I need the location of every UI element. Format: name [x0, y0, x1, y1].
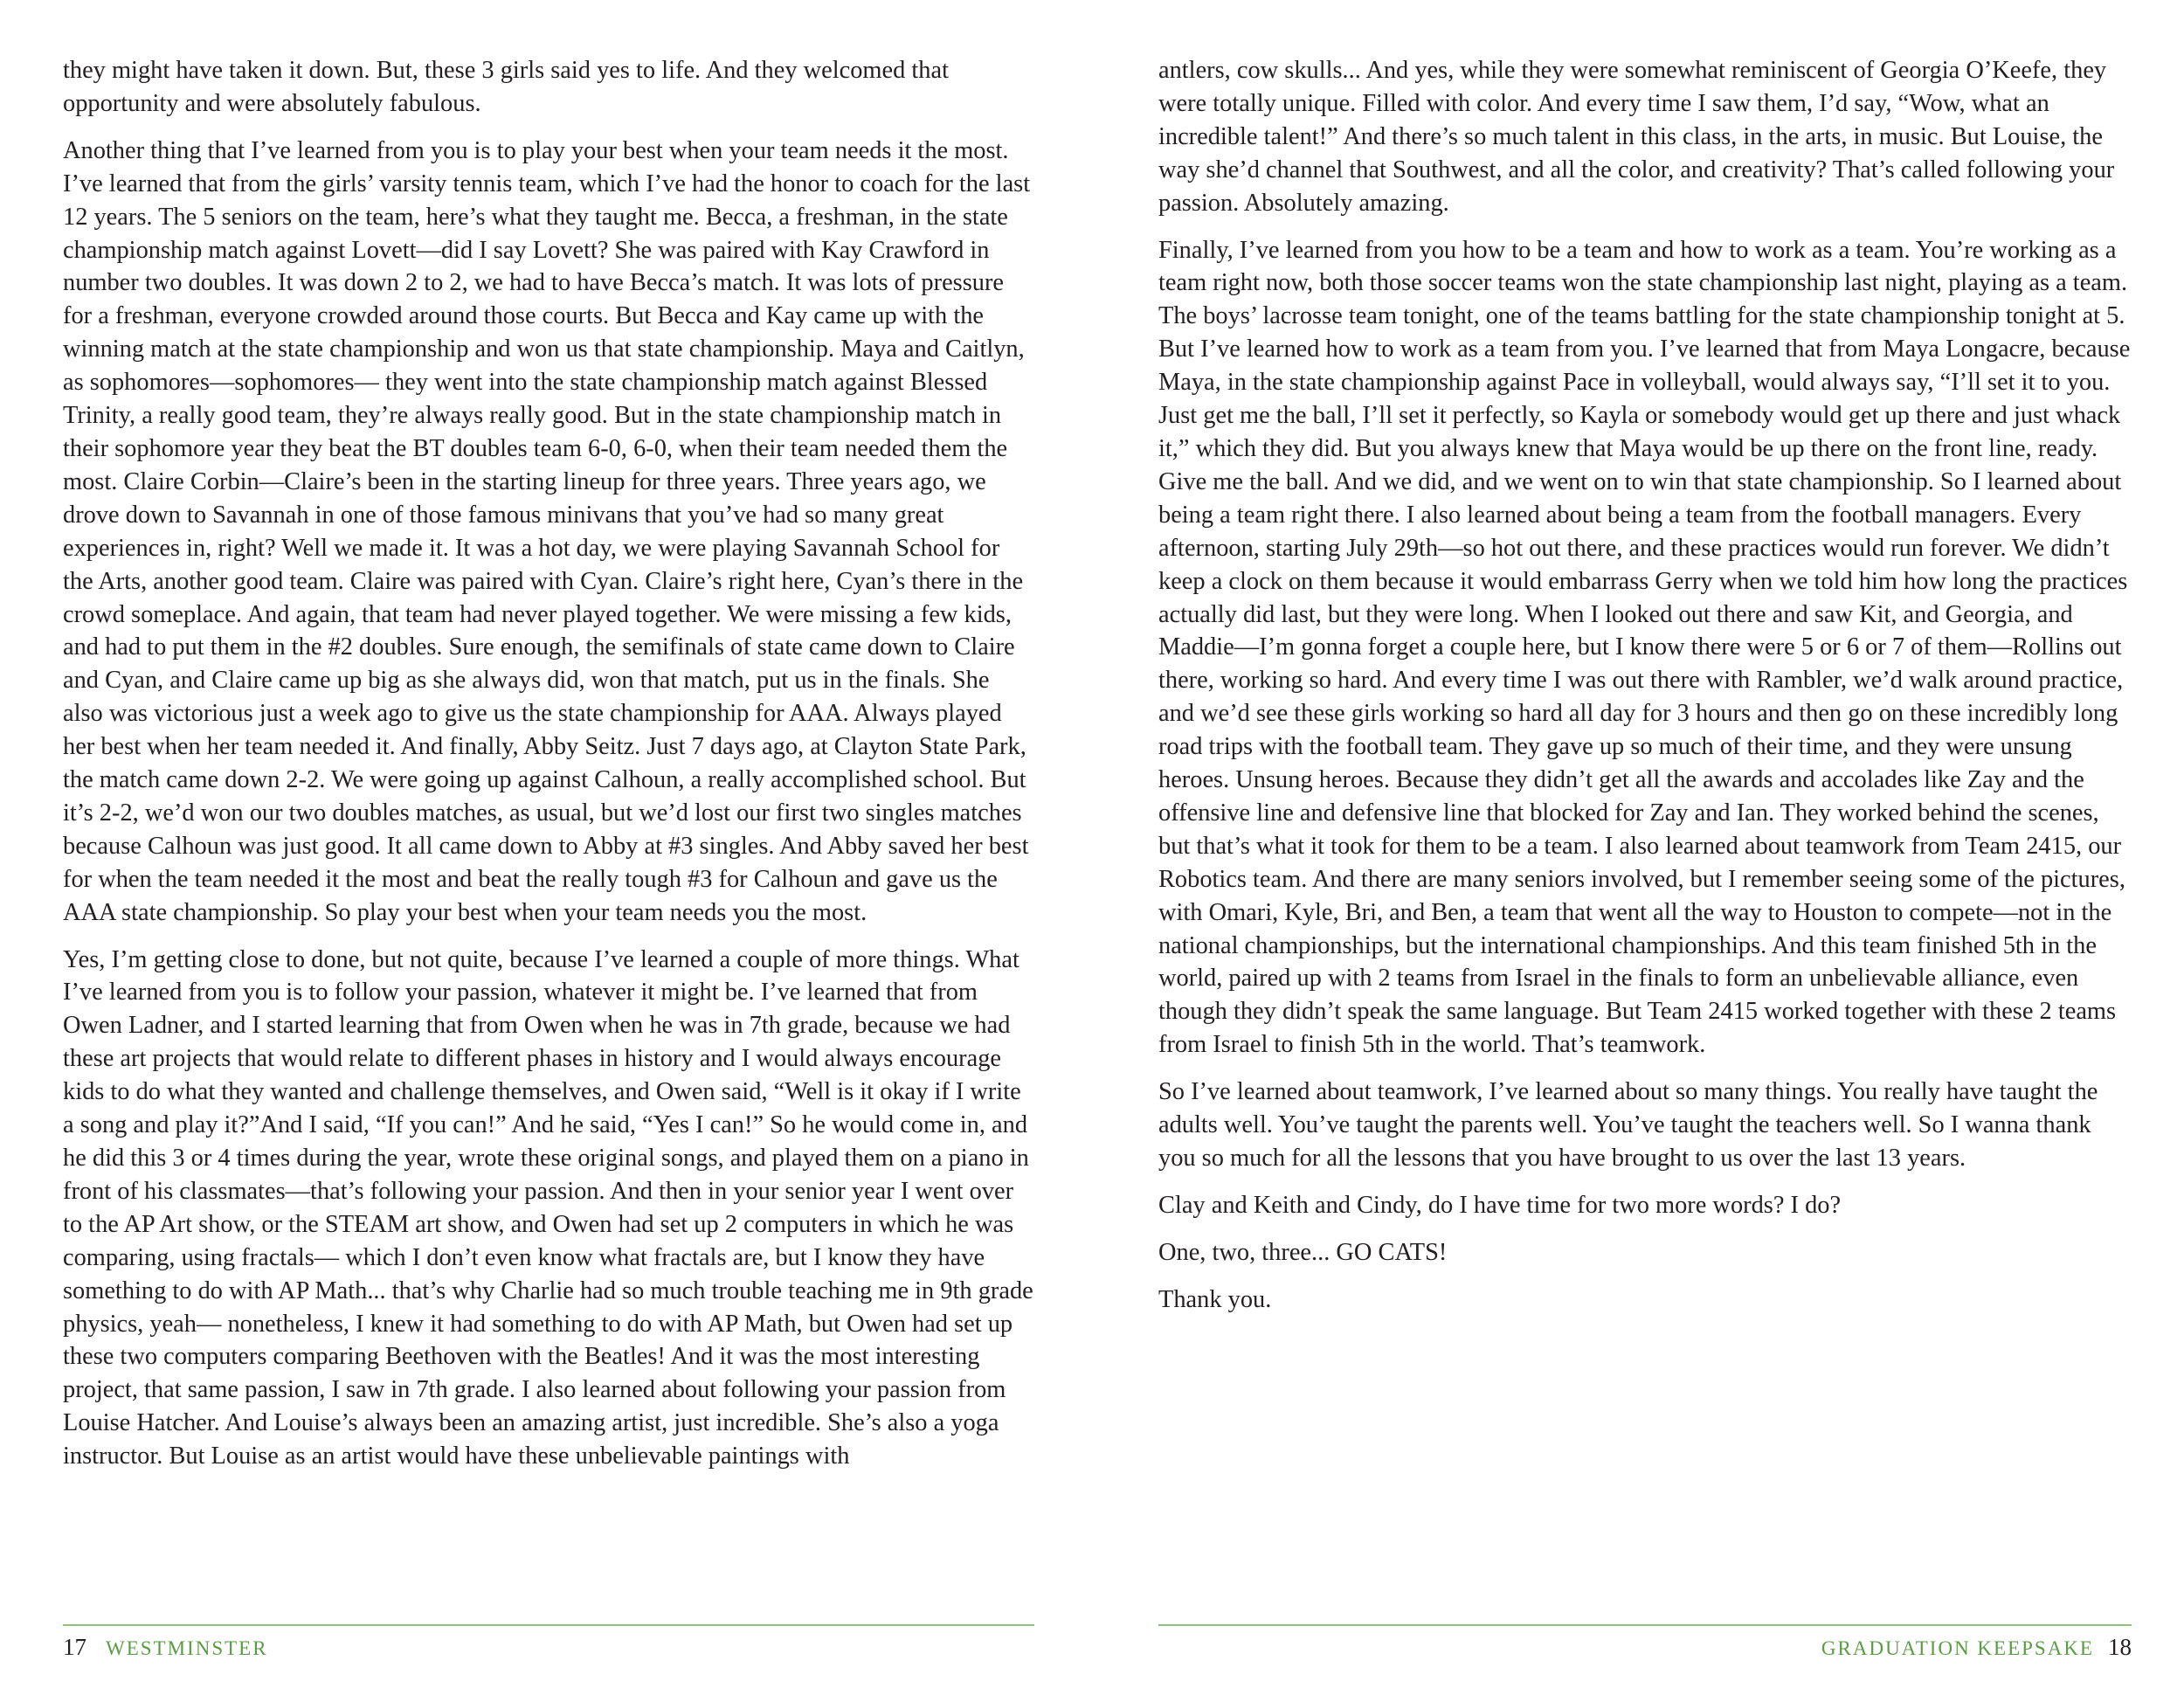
footer-divider-left — [63, 1624, 1034, 1626]
right-page-body — [1158, 54, 2132, 1331]
footer-right — [1821, 1631, 2132, 1664]
paragraph: they might have taken it down. But, these 3 girls said yes to life. And they welcomed that opportunity and were absolutely fabulous. — [63, 57, 949, 117]
footer-left — [63, 1631, 268, 1664]
page-number: 17 — [63, 1634, 86, 1660]
paragraph: Thank you. — [1158, 1285, 1272, 1313]
paragraph: Clay and Keith and Cindy, do I have time for two more words? I do? — [1158, 1191, 1842, 1219]
publication-name: WESTMINSTER — [106, 1637, 268, 1659]
paragraph: One, two, three... GO CATS! — [1158, 1238, 1448, 1266]
left-page-body — [63, 54, 1034, 1487]
page-number: 18 — [2108, 1634, 2132, 1660]
paragraph: Finally, I’ve learned from you how to be a team and how to work as a team. You’re working as a team right now, both those soccer teams won the state championship last night, playing as a team. The boys’ lacrosse team tonight, one of the teams battling for the state championship tonight at 5. But I’ve learned how to work as a team from you. I’ve learned that from Maya Longacre, because Maya, in the state championship against Pace in volleyball, would always say, “I’ll set it to you. Just get me the ball, I’ll set it perfectly, so Kayla or somebody would get up there and just whack it,” which they did. But you always knew that Maya would be up there on the front line, ready. Give me the ball. And we did, and we went on to win that state championship. So I learned about being a team right there. I also learned about being a team from the football managers. Every afternoon, starting July 29th—so hot out there, and these practices would run forever. We didn’t keep a clock on them because it would embarrass Gerry when we told him how long the practices actually did last, but they were long. When I looked out there and saw Kit, and Georgia, and Maddie—I’m gonna forget a couple here, but I know there were 5 or 6 or 7 of them—Rollins out there, working so hard. And every time I was out there with Rambler, we’d walk around practice, and we’d see these girls working so hard all day for 3 hours and then go on these incredibly long road trips with the football team. They gave up so much of their time, and they were unsung heroes. Unsung heroes. Because they didn’t get all the awards and accolades like Zay and the offensive line and defensive line that blocked for Zay and Ian. They worked behind the scenes, but that’s what it took for them to be a team. I also learned about teamwork from Team 2415, our Robotics team. And there are many seniors involved, but I remember seeing some of the pictures, with Omari, Kyle, Bri, and Ben, a team that went all the way to Houston to compete—not in the national championships, but the international championships. And this team finished 5th in the world, paired up with 2 teams from Israel in the finals to form an unbelievable alliance, even though they didn’t speak the same language. But Team 2415 worked together with these 2 teams from Israel to finish 5th in the world. That’s teamwork. — [1158, 236, 2131, 1059]
paragraph: Another thing that I’ve learned from you is to play your best when your team needs it the most. I’ve learned that from the girls’ varsity tennis team, which I’ve had the honor to coach for the last 12 years. The 5 seniors on the team, here’s what they taught me. Becca, a freshman, in the state championship match against Lovett—did I say Lovett? She was paired with Kay Crawford in number two doubles. It was down 2 to 2, we had to have Becca’s match. It was lots of pressure for a freshman, everyone crowded around those courts. But Becca and Kay came up with the winning match at the state championship and won us that state championship. Maya and Caitlyn, as sophomores—sophomores— they went into the state championship match against Blessed Trinity, a really good team, they’re always really good. But in the state championship match in their sophomore year they beat the BT doubles team 6-0, 6-0, when their team needed them the most. Claire Corbin—Claire’s been in the starting lineup for three years. Three years ago, we drove down to Savannah in one of those famous minivans that you’ve had so many great experiences in, right? Well we made it. It was a hot day, we were playing Savannah School for the Arts, another good team. Claire was paired with Cyan. Claire’s right here, Cyan’s there in the crowd someplace. And again, that team had never played together. We were missing a few kids, and had to put them in the #2 doubles. Sure enough, the semifinals of state came down to Claire and Cyan, and Claire came up big as she always did, won that match, put us in the finals. She also was victorious just a week ago to give us the state championship for AAA. Always played her best when her team needed it. And finally, Abby Seitz. Just 7 days ago, at Clayton State Park, the match came down 2-2. We were going up against Calhoun, a really accomplished school. But it’s 2-2, we’d won our two doubles matches, as usual, but we’d lost our first two singles matches because Calhoun was just good. It all came down to Abby at #3 singles. And Abby saved her best for when the team needed it the most and beat the really tough #3 for Calhoun and gave us the AAA state championship. So play your best when your team needs you the most. — [63, 136, 1031, 926]
paragraph: antlers, cow skulls... And yes, while they were somewhat reminiscent of Georgia O’Keefe, they were totally unique. Filled with color. And every time I saw them, I’d say, “Wow, what an incredible talent!” And there’s so much talent in this class, in the arts, in music. But Louise, the way she’d channel that Southwest, and all the color, and creativity? That’s called following your passion. Absolutely amazing. — [1158, 57, 2115, 217]
footer-divider-right — [1158, 1624, 2132, 1626]
publication-name: GRADUATION KEEPSAKE — [1821, 1637, 2094, 1659]
paragraph: Yes, I’m getting close to done, but not quite, because I’ve learned a couple of more things. What I’ve learned from you is to follow your passion, whatever it might be. I’ve learned that from Owen Ladner, and I started learning that from Owen when he was in 7th grade, because we had these art projects that would relate to different phases in history and I would always encourage kids to do what they wanted and challenge themselves, and Owen said, “Well is it okay if I write a song and play it?”And I said, “If you can!” And he said, “Yes I can!” So he would come in, and he did this 3 or 4 times during the year, wrote these original songs, and played them on a piano in front of his classmates—that’s following your passion. And then in your senior year I went over to the AP Art show, or the STEAM art show, and Owen had set up 2 computers in which he was comparing, using fractals— which I don’t even know what fractals are, but I know they have something to do with AP Math... that’s why Charlie had so much trouble teaching me in 9th grade physics, yeah— nonetheless, I knew it had something to do with AP Math, but Owen had set up these two computers comparing Beethoven with the Beatles! And it was the most interesting project, that same passion, I saw in 7th grade. I also learned about following your passion from Louise Hatcher. And Louise’s always been an amazing artist, just incredible. She’s also a yoga instructor. But Louise as an artist would have these unbelievable paintings with — [63, 945, 1033, 1470]
paragraph: So I’ve learned about teamwork, I’ve learned about so many things. You really have taught the adults well. You’ve taught the parents well. You’ve taught the teachers well. So I wanna thank you so much for all the lessons that you have brought to us over the last 13 years. — [1158, 1078, 2098, 1172]
